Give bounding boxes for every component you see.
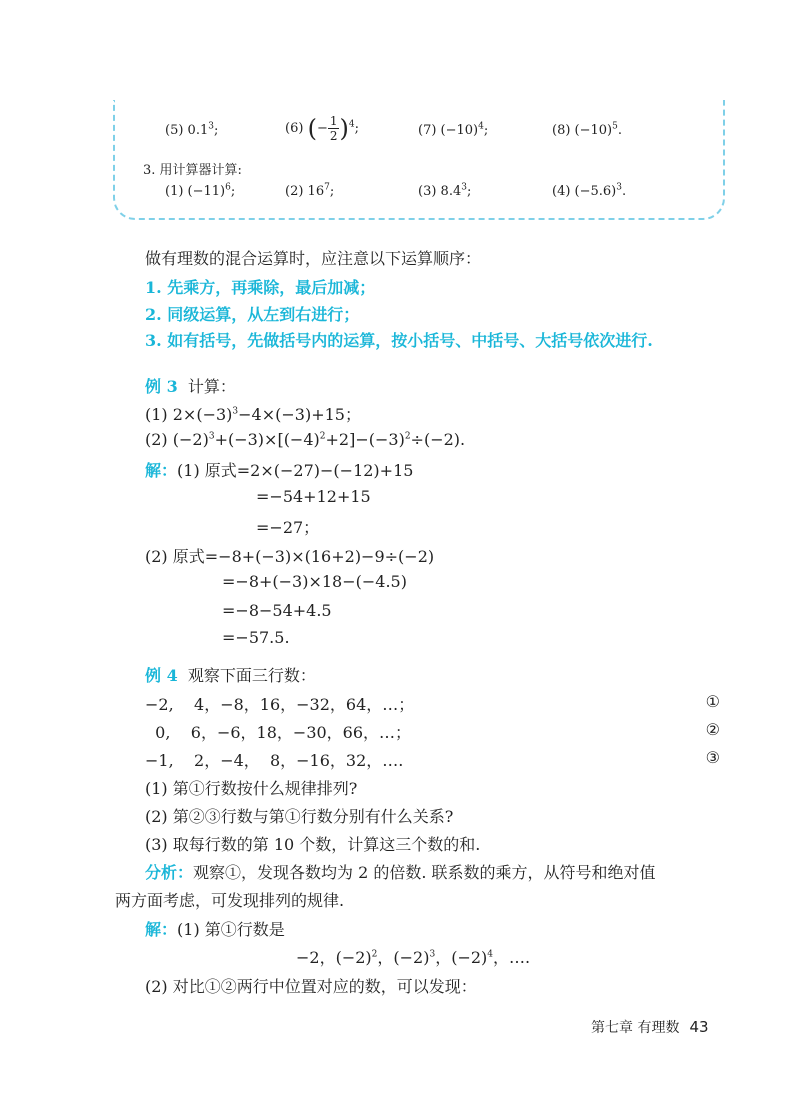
sequence-row-1: −2, 4，−8，16，−32，64，…； bbox=[145, 695, 415, 714]
order-rule-2: 2. 同级运算，从左到右进行； bbox=[145, 305, 360, 324]
example-3-q2: (2) $(-2)^3+(-3)\times[(-4)^2+2]-(-3)^2\div(-2)$. bbox=[145, 430, 466, 449]
exercise-8: (8) $(-10)^5$. bbox=[552, 121, 622, 138]
order-rule-1: 1. 先乘方，再乘除，最后加减； bbox=[145, 278, 376, 297]
example-3-solution-1-step-3: =−27； bbox=[256, 518, 320, 537]
example-4-solution-1: 解：(1) 第①行数是 bbox=[145, 920, 285, 939]
example-4-question-2: (2) 第②③行数与第①行数分别有什么关系? bbox=[145, 807, 454, 826]
page-number: 43 bbox=[689, 1018, 709, 1036]
row-marker-2: ② bbox=[705, 720, 720, 739]
example-3-solution-2-step-4: =−57.5. bbox=[222, 628, 290, 647]
example-4-analysis: 分析：观察①，发现各数均为 2 的倍数. 联系数的乘方，从符号和绝对值 bbox=[145, 863, 656, 882]
example-3-heading: 例 3 计算： bbox=[145, 377, 236, 396]
exercise-6: (6) (− $\frac{1}{2}$ )$^4$; bbox=[285, 114, 359, 143]
chapter-title: 第七章 有理数 bbox=[591, 1020, 680, 1036]
example-4-analysis-cont: 两方面考虑，可发现排列的规律. bbox=[115, 891, 345, 910]
exercise-5: (5) $0.1^3$; bbox=[165, 121, 219, 138]
example-3-q1: (1) $2\times(-3)^3-4\times(-3)+15$； bbox=[145, 405, 361, 424]
example-3-solution-1-step-2: =−54+12+15 bbox=[256, 487, 371, 506]
exercise-3-3: (3) $8.4^3$; bbox=[418, 182, 472, 199]
example-4-question-1: (1) 第①行数按什么规律排列? bbox=[145, 779, 358, 798]
example-4-heading: 例 4 观察下面三行数： bbox=[145, 666, 316, 685]
exercise-3-2: (2) $16^7$; bbox=[285, 182, 335, 199]
fraction-one-half: $\frac{1}{2}$ bbox=[329, 114, 338, 143]
example-3-solution-2-step-3: =−8−54+4.5 bbox=[222, 601, 332, 620]
order-intro: 做有理数的混合运算时，应注意以下运算顺序： bbox=[145, 249, 482, 268]
example-3-solution-2-step-2: =−8+(−3)×18−(−4.5) bbox=[222, 572, 407, 591]
example-4-question-3: (3) 取每行数的第 10 个数，计算这三个数的和. bbox=[145, 835, 481, 854]
page-footer bbox=[591, 1017, 709, 1037]
exercise-7: (7) $(-10)^4$; bbox=[418, 121, 489, 138]
exercise-3-1: (1) $(-11)^6$; bbox=[165, 182, 236, 199]
order-rule-3: 3. 如有括号，先做括号内的运算，按小括号、中括号、大括号依次进行. bbox=[145, 331, 653, 350]
exercise-3-title: 3. 用计算器计算: bbox=[143, 163, 242, 178]
sequence-row-3: −1, 2，−4， 8，−16，32，…. bbox=[145, 751, 404, 770]
example-3-solution-2: (2) 原式=−8+(−3)×(16+2)−9÷(−2) bbox=[145, 547, 435, 566]
exercise-3-4: (4) $(-5.6)^3$. bbox=[552, 182, 627, 199]
sequence-row-2: 0, 6，−6，18，−30，66，…； bbox=[145, 723, 412, 742]
example-3-solution-1: 解：(1) 原式=2×(−27)−(−12)+15 bbox=[145, 461, 414, 480]
example-4-solution-2: (2) 对比①②两行中位置对应的数，可以发现： bbox=[145, 977, 477, 996]
row-marker-3: ③ bbox=[705, 748, 720, 767]
row-marker-1: ① bbox=[705, 692, 720, 711]
example-4-sequence-powers: −2，$(-2)^2$，$(-2)^3$，$(-2)^4$，…. bbox=[296, 948, 531, 967]
